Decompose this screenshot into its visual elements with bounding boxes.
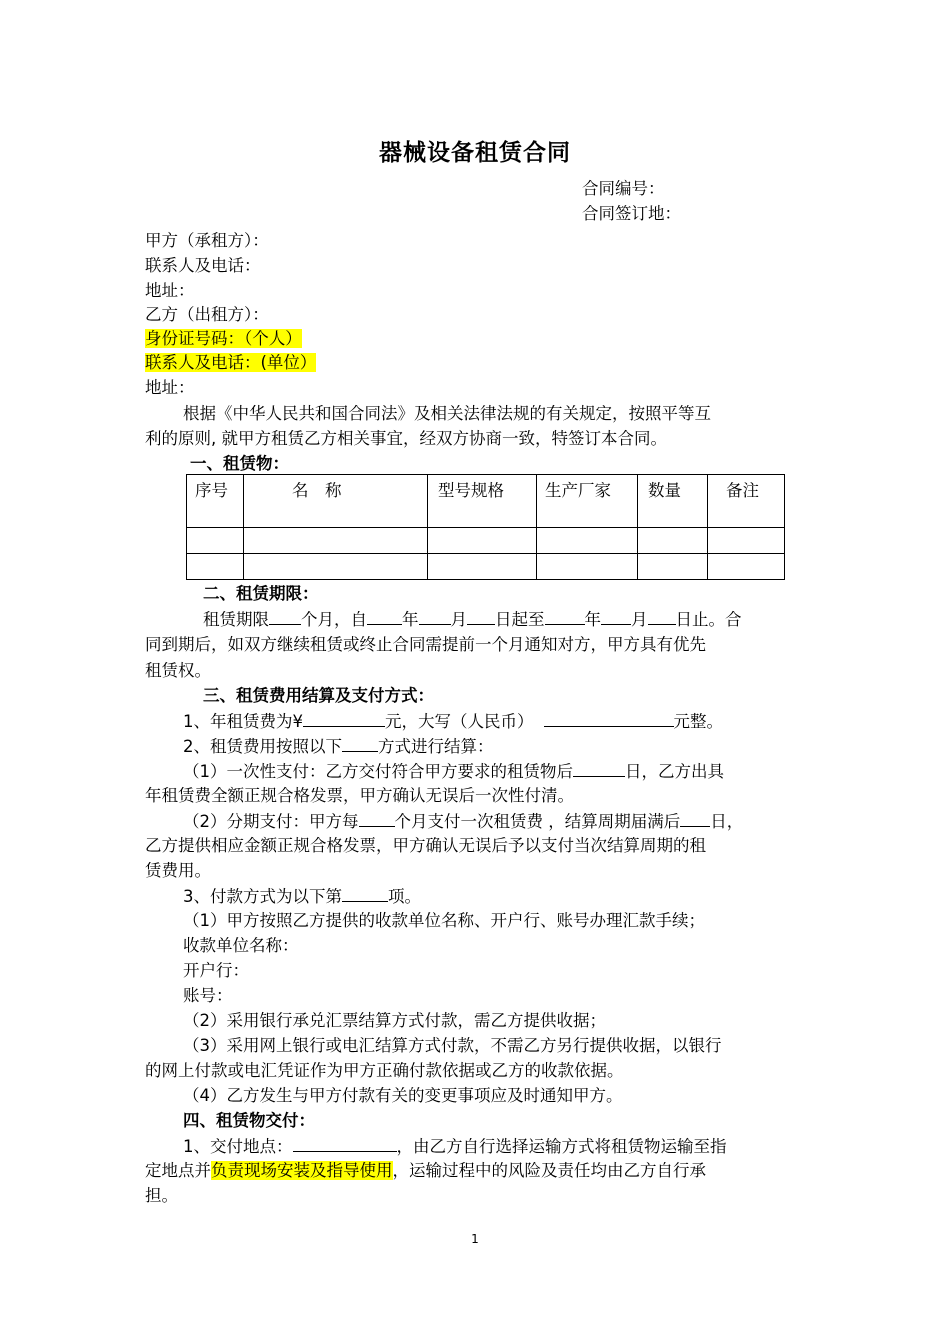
blank-field bbox=[544, 708, 674, 727]
section-2-line-1: 租赁期限 个月，自 年 月 日起至 年 月 日止。合 bbox=[203, 606, 742, 633]
table-header-cell: 数量 bbox=[638, 475, 708, 528]
section-3-item-3: 3、付款方式为以下第 项。 bbox=[183, 883, 421, 910]
intro-paragraph-line-2: 利的原则, 就甲方租赁乙方相关事宜，经双方协商一致，特签订本合同。 bbox=[145, 429, 667, 448]
table-header-cell: 型号规格 bbox=[428, 475, 537, 528]
section-3-item-2: 2、租赁费用按照以下 方式进行结算： bbox=[183, 733, 494, 760]
blank-field bbox=[545, 606, 585, 625]
blank-field bbox=[680, 808, 710, 827]
party-a-line: 甲方（承租方）： bbox=[145, 231, 269, 250]
section-3-option-1-line-1: （1）一次性支付：乙方交付符合甲方要求的租赁物后 日，乙方出具 bbox=[183, 758, 724, 785]
party-a-contact-line: 联系人及电话： bbox=[145, 256, 261, 275]
payee-name-line: 收款单位名称： bbox=[183, 936, 299, 955]
table-cell bbox=[537, 554, 638, 580]
section-3-option-2-line-3: 赁费用。 bbox=[145, 861, 211, 880]
section-4-line-1: 1、交付地点： ，由乙方自行选择运输方式将租赁物运输至指 bbox=[183, 1133, 727, 1160]
blank-field bbox=[467, 606, 495, 625]
section-2-line-2: 同到期后，如双方继续租赁或终止合同需提前一个月通知对方，甲方具有优先 bbox=[145, 635, 706, 654]
blank-field bbox=[367, 606, 402, 625]
intro-paragraph-line-1: 根据《中华人民共和国合同法》及相关法律法规的有关规定，按照平等互 bbox=[183, 404, 711, 423]
highlight-text: 负责现场安装及指导使用 bbox=[211, 1161, 393, 1180]
blank-field bbox=[269, 606, 301, 625]
section-3-payment-4: （4）乙方发生与甲方付款有关的变更事项应及时通知甲方。 bbox=[183, 1086, 623, 1105]
table-cell bbox=[638, 554, 708, 580]
blank-field bbox=[573, 758, 625, 777]
party-b-id-line bbox=[145, 326, 302, 352]
blank-field bbox=[648, 606, 676, 625]
contract-number-label: 合同编号： bbox=[582, 179, 665, 198]
section-3-option-2-line-2: 乙方提供相应金额正规合格发票，甲方确认无误后予以支付当次结算周期的租 bbox=[145, 836, 706, 855]
section-4-line-2: 定地点并负责现场安装及指导使用，运输过程中的风险及责任均由乙方自行承 bbox=[145, 1161, 706, 1180]
section-4-heading: 四、租赁物交付： bbox=[183, 1111, 315, 1130]
section-3-heading: 三、租赁费用结算及支付方式： bbox=[203, 686, 434, 705]
table-cell bbox=[428, 528, 537, 554]
blank-field bbox=[419, 606, 451, 625]
table-cell bbox=[187, 528, 244, 554]
section-3-payment-1: （1）甲方按照乙方提供的收款单位名称、开户行、账号办理汇款手续； bbox=[183, 911, 705, 930]
blank-field bbox=[342, 733, 378, 752]
table-cell bbox=[708, 554, 785, 580]
bank-line: 开户行： bbox=[183, 961, 249, 980]
table-cell bbox=[187, 554, 244, 580]
contract-place-label: 合同签订地： bbox=[582, 204, 681, 223]
table-cell bbox=[537, 528, 638, 554]
table-cell bbox=[428, 554, 537, 580]
blank-field bbox=[293, 1133, 397, 1152]
table-header-cell: 序号 bbox=[187, 475, 244, 528]
document-title: 器械设备租赁合同 bbox=[379, 140, 571, 166]
party-b-line: 乙方（出租方）： bbox=[145, 305, 269, 324]
table-header-cell: 生产厂家 bbox=[537, 475, 638, 528]
section-3-payment-3-line-1: （3）采用网上银行或电汇结算方式付款，不需乙方另行提供收据，以银行 bbox=[183, 1036, 722, 1055]
party-a-address-line: 地址： bbox=[145, 281, 195, 300]
section-3-item-1: 1、年租赁费为¥ 元，大写（人民币） 元整。 bbox=[183, 708, 723, 735]
blank-field bbox=[359, 808, 395, 827]
section-1-heading: 一、租赁物： bbox=[190, 454, 289, 473]
highlight-text: 联系人及电话：(单位） bbox=[145, 353, 317, 372]
table-header-cell: 备注 bbox=[708, 475, 785, 528]
highlight-text: 身份证号码：（个人） bbox=[145, 329, 302, 348]
table-row bbox=[187, 528, 785, 554]
section-2-line-3: 租赁权。 bbox=[145, 661, 211, 680]
table-header-cell: 名 称 bbox=[244, 475, 428, 528]
table-cell bbox=[244, 528, 428, 554]
rental-items-table bbox=[186, 474, 785, 580]
table-cell bbox=[244, 554, 428, 580]
section-3-payment-2: （2）采用银行承兑汇票结算方式付款，需乙方提供收据； bbox=[183, 1011, 606, 1030]
party-b-address-line: 地址： bbox=[145, 378, 195, 397]
blank-field bbox=[303, 708, 385, 727]
section-2-heading: 二、租赁期限： bbox=[203, 584, 319, 603]
page-number: 1 bbox=[471, 1232, 479, 1246]
blank-field bbox=[342, 883, 388, 902]
table-row bbox=[187, 554, 785, 580]
blank-field bbox=[601, 606, 631, 625]
table-cell bbox=[638, 528, 708, 554]
party-b-contact-line bbox=[145, 350, 316, 376]
table-cell bbox=[708, 528, 785, 554]
account-line: 账号： bbox=[183, 986, 233, 1005]
section-3-option-2-line-1: （2）分期支付：甲方每 个月支付一次租赁费 ，结算周期届满后 日， bbox=[183, 808, 743, 835]
section-4-line-3: 担。 bbox=[145, 1186, 178, 1205]
table-header-row bbox=[187, 475, 785, 528]
section-3-payment-3-line-2: 的网上付款或电汇凭证作为甲方正确付款依据或乙方的收款依据。 bbox=[145, 1061, 624, 1080]
section-3-option-1-line-2: 年租赁费全额正规合格发票，甲方确认无误后一次性付清。 bbox=[145, 786, 574, 805]
